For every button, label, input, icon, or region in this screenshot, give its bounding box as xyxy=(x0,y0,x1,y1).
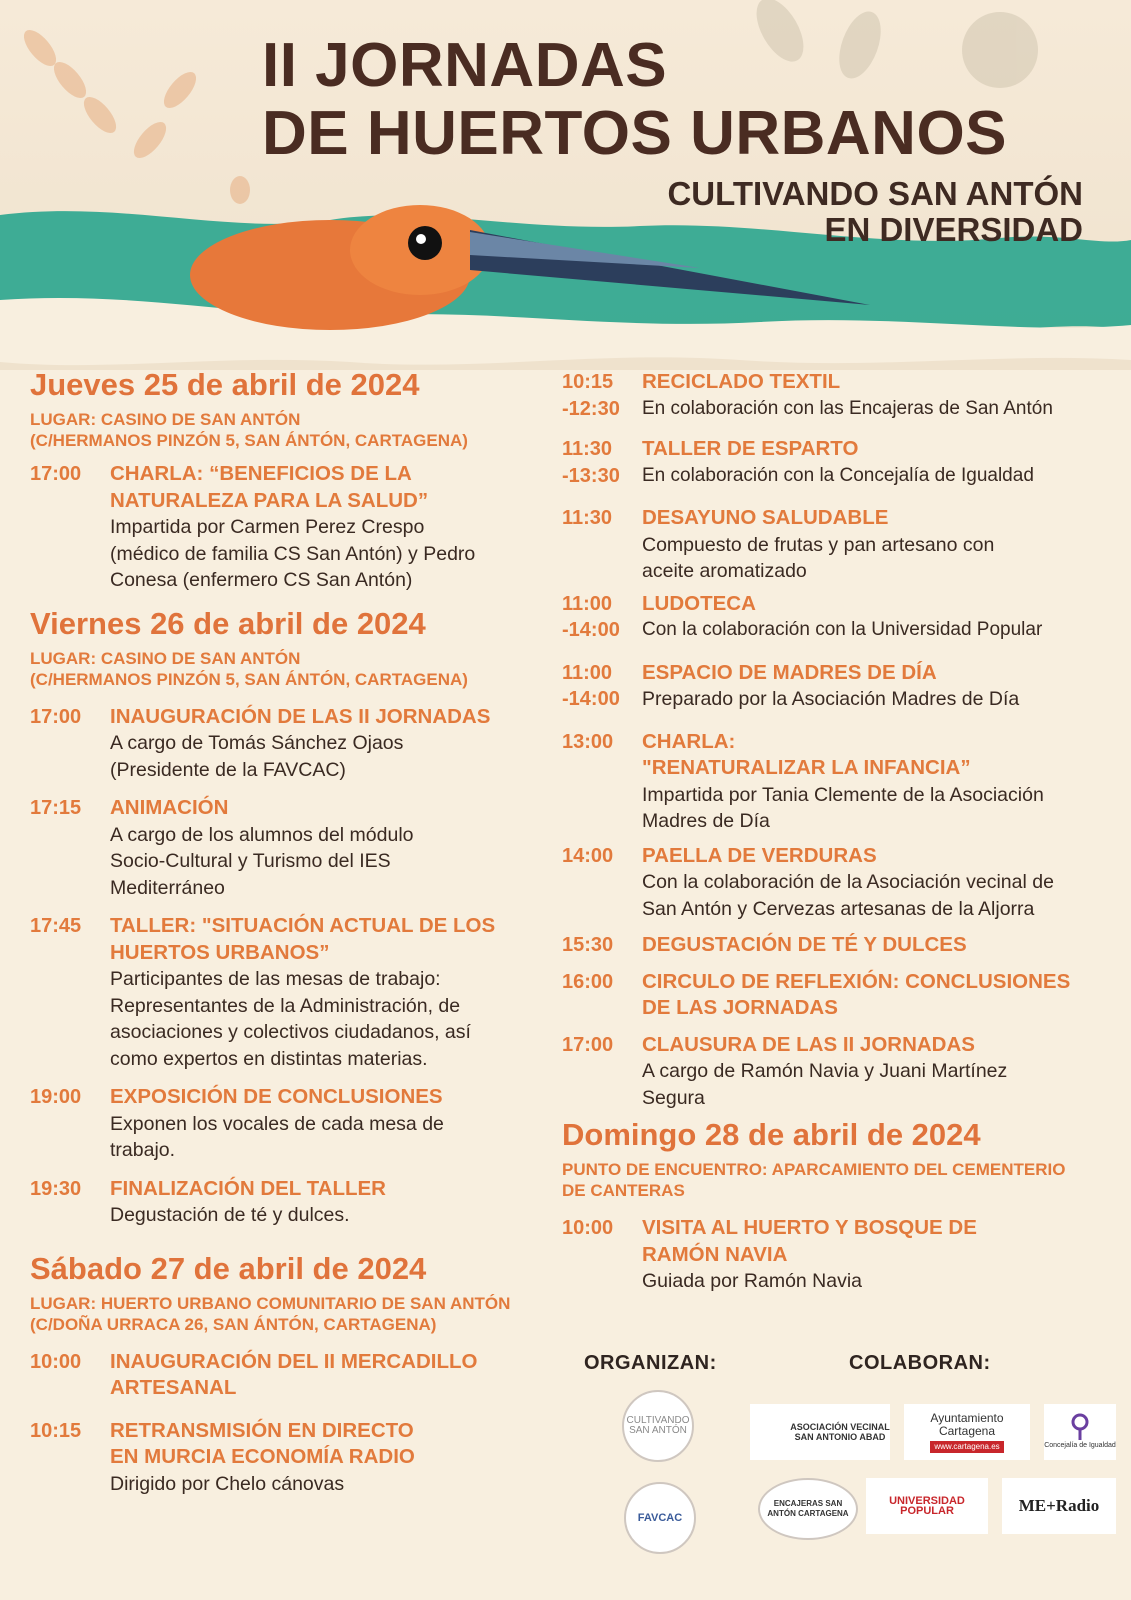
location-sunday: PUNTO DE ENCUENTRO: APARCAMIENTO DEL CEMENTERIO DE CANTERAS xyxy=(562,1160,1066,1200)
event-time: 11:30 xyxy=(562,507,613,529)
event-title: ESPACIO DE MADRES DE DÍA xyxy=(642,660,937,684)
equality-symbol-icon xyxy=(1064,1413,1096,1441)
event-description: como expertos en distintas materias. xyxy=(110,1047,428,1070)
event-description: asociaciones y colectivos ciudadanos, así xyxy=(110,1021,471,1043)
cultivando-san-anton-logo: CULTIVANDO SAN ANTÓN xyxy=(622,1390,694,1462)
page-subtitle-line2: EN DIVERSIDAD xyxy=(824,211,1083,248)
event-description: (Presidente de la FAVCAC) xyxy=(110,758,346,781)
asociacion-vecinal-logo: ASOCIACIÓN VECINAL SAN ANTONIO ABAD xyxy=(750,1404,890,1460)
event-description: Guiada por Ramón Navia xyxy=(642,1270,863,1292)
event-time: 10:00 xyxy=(562,1217,614,1239)
event-title: RECICLADO TEXTIL xyxy=(642,370,841,393)
me-radio-logo: ME+Radio xyxy=(1002,1478,1116,1534)
event-title: NATURALEZA PARA LA SALUD” xyxy=(110,488,429,512)
page-title: II JORNADAS xyxy=(262,31,668,100)
event-title: HUERTOS URBANOS” xyxy=(110,940,330,964)
location-friday: LUGAR: CASINO DE SAN ANTÓN (C/HERMANOS PINZÓN 5, SAN ÁNTÓN, CARTAGENA) xyxy=(30,648,468,689)
day-heading-thursday: Jueves 25 de abril de 2024 xyxy=(30,367,420,402)
leaf-ornament-icon xyxy=(747,0,1038,88)
event-time: 17:00 xyxy=(562,1033,614,1056)
event-time: 19:30 xyxy=(30,1177,82,1200)
event-title: VISITA AL HUERTO Y BOSQUE DE xyxy=(642,1216,977,1239)
collaborators-heading: COLABORAN: xyxy=(849,1352,991,1374)
event-item xyxy=(30,795,550,901)
event-description: En colaboración con las Encajeras de San Antón xyxy=(642,397,1053,419)
event-description: San Antón y Cervezas artesanas de la Aljorra xyxy=(642,897,1035,920)
event-time: 10:15 xyxy=(30,1419,82,1442)
event-description: Mediterráneo xyxy=(110,876,225,899)
event-description: En colaboración con la Concejalía de Igualdad xyxy=(642,464,1034,486)
event-time: 17:00 xyxy=(30,463,82,485)
event-time: 11:00 -14:00 xyxy=(562,661,620,710)
schedule-left-column xyxy=(30,367,550,1509)
event-description: Socio-Cultural y Turismo del IES xyxy=(110,850,391,872)
event-item xyxy=(30,704,550,784)
event-item xyxy=(562,1032,1112,1112)
event-description: Impartida por Tania Clemente de la Asociación xyxy=(642,783,1044,806)
schedule-right-column xyxy=(562,369,1112,1307)
event-description: A cargo de los alumnos del módulo xyxy=(110,823,414,846)
event-title: EXPOSICIÓN DE CONCLUSIONES xyxy=(110,1085,443,1108)
day-heading-sunday: Domingo 28 de abril de 2024 xyxy=(562,1117,981,1152)
event-item xyxy=(562,505,1112,585)
event-title: LUDOTECA xyxy=(642,591,756,615)
leaf-ornament-icon xyxy=(18,25,250,204)
event-title: RAMÓN NAVIA xyxy=(642,1242,788,1266)
event-item xyxy=(562,843,1112,923)
favcac-logo: FAVCAC xyxy=(624,1482,696,1554)
event-item xyxy=(30,1084,550,1164)
event-time: 19:00 xyxy=(30,1086,82,1108)
event-description: Exponen los vocales de cada mesa de xyxy=(110,1112,444,1135)
event-item xyxy=(30,1176,550,1229)
event-description: Degustación de té y dulces. xyxy=(110,1204,350,1226)
day-heading-friday: Viernes 26 de abril de 2024 xyxy=(30,605,426,641)
event-title: INAUGURACIÓN DEL II MERCADILLO xyxy=(110,1349,478,1373)
event-description: Segura xyxy=(642,1086,705,1109)
page-subtitle: CULTIVANDO SAN ANTÓN xyxy=(667,175,1083,212)
event-time: 10:15 -12:30 xyxy=(562,371,620,420)
event-time: 17:00 xyxy=(30,705,82,728)
event-title: INAUGURACIÓN DE LAS II JORNADAS xyxy=(110,704,491,728)
event-title: CIRCULO DE REFLEXIÓN: CONCLUSIONES xyxy=(642,969,1071,993)
event-description: Representantes de la Administración, de xyxy=(110,994,461,1017)
location-saturday: LUGAR: HUERTO URBANO COMUNITARIO DE SAN ANTÓN (C/DOÑA URRACA 26, SAN ÁNTÓN, CARTAGENA) xyxy=(30,1293,511,1334)
event-item xyxy=(562,1215,1112,1295)
event-time: 10:00 xyxy=(30,1350,82,1373)
event-description: Participantes de las mesas de trabajo: xyxy=(110,968,441,990)
event-description: A cargo de Tomás Sánchez Ojaos xyxy=(110,732,404,754)
event-title: RETRANSMISIÓN EN DIRECTO xyxy=(110,1418,414,1442)
event-description: Impartida por Carmen Perez Crespo xyxy=(110,516,425,538)
event-item xyxy=(30,461,550,594)
event-title: TALLER DE ESPARTO xyxy=(642,437,859,460)
event-description: Madres de Día xyxy=(642,810,770,832)
event-description: Conesa (enfermero CS San Antón) xyxy=(110,569,413,591)
event-item xyxy=(562,969,1112,1022)
event-description: A cargo de Ramón Navia y Juani Martínez xyxy=(642,1060,1008,1082)
event-time: 14:00 xyxy=(562,844,614,867)
day-heading-saturday: Sábado 27 de abril de 2024 xyxy=(30,1250,427,1286)
event-description: Dirigido por Chelo cánovas xyxy=(110,1472,345,1495)
event-description: trabajo. xyxy=(110,1139,176,1161)
event-title: DE LAS JORNADAS xyxy=(642,996,838,1019)
universidad-popular-logo: UNIVERSIDAD POPULAR xyxy=(866,1478,988,1534)
event-item xyxy=(562,729,1112,835)
concejalia-igualdad-logo: Concejalía de Igualdad xyxy=(1044,1404,1116,1460)
event-item xyxy=(30,913,550,1072)
event-item xyxy=(562,436,1112,489)
event-time: 15:30 xyxy=(562,934,614,956)
event-title: ARTESANAL xyxy=(110,1376,237,1399)
event-time: 16:00 xyxy=(562,970,614,993)
location-thursday: LUGAR: CASINO DE SAN ANTÓN (C/HERMANOS PINZÓN 5, SAN ÁNTÓN, CARTAGENA) xyxy=(30,410,468,450)
event-item xyxy=(562,932,1112,959)
event-item xyxy=(30,1418,550,1498)
event-time: 11:30 -13:30 xyxy=(562,438,620,487)
event-time: 17:15 xyxy=(30,797,82,819)
event-title: CHARLA: xyxy=(642,729,736,753)
encajeras-logo: ENCAJERAS SAN ANTÓN CARTAGENA xyxy=(758,1478,858,1540)
event-title: EN MURCIA ECONOMÍA RADIO xyxy=(110,1445,415,1468)
page-title-line2: DE HUERTOS URBANOS xyxy=(262,99,1008,168)
event-description: aceite aromatizado xyxy=(642,560,807,582)
event-item xyxy=(562,369,1112,422)
event-description: Con la colaboración de la Asociación vecinal de xyxy=(642,871,1054,893)
event-time: 13:00 xyxy=(562,730,614,753)
ayuntamiento-cartagena-logo: Ayuntamiento Cartagena www.cartagena.es xyxy=(904,1404,1030,1460)
event-title: PAELLA DE VERDURAS xyxy=(642,843,877,867)
event-title: CHARLA: “BENEFICIOS DE LA xyxy=(110,462,412,485)
event-item xyxy=(562,591,1112,644)
event-title: TALLER: "SITUACIÓN ACTUAL DE LOS xyxy=(110,914,496,937)
event-time: 11:00 -14:00 xyxy=(562,592,620,641)
event-title: "RENATURALIZAR LA INFANCIA” xyxy=(642,756,971,779)
event-title: ANIMACIÓN xyxy=(110,796,229,819)
event-title: DEGUSTACIÓN DE TÉ Y DULCES xyxy=(642,933,967,956)
event-title: DESAYUNO SALUDABLE xyxy=(642,506,889,529)
event-item xyxy=(30,1349,550,1402)
event-title: FINALIZACIÓN DEL TALLER xyxy=(110,1176,386,1200)
event-time: 17:45 xyxy=(30,915,82,937)
event-description: Con la colaboración con la Universidad Popular xyxy=(642,619,1043,640)
event-description: Compuesto de frutas y pan artesano con xyxy=(642,533,995,556)
organizers-heading: ORGANIZAN: xyxy=(584,1352,717,1374)
event-title: CLAUSURA DE LAS II JORNADAS xyxy=(642,1032,975,1056)
event-description: Preparado por la Asociación Madres de Día xyxy=(642,688,1020,710)
event-item xyxy=(562,660,1112,713)
event-description: (médico de familia CS San Antón) y Pedro xyxy=(110,542,476,565)
